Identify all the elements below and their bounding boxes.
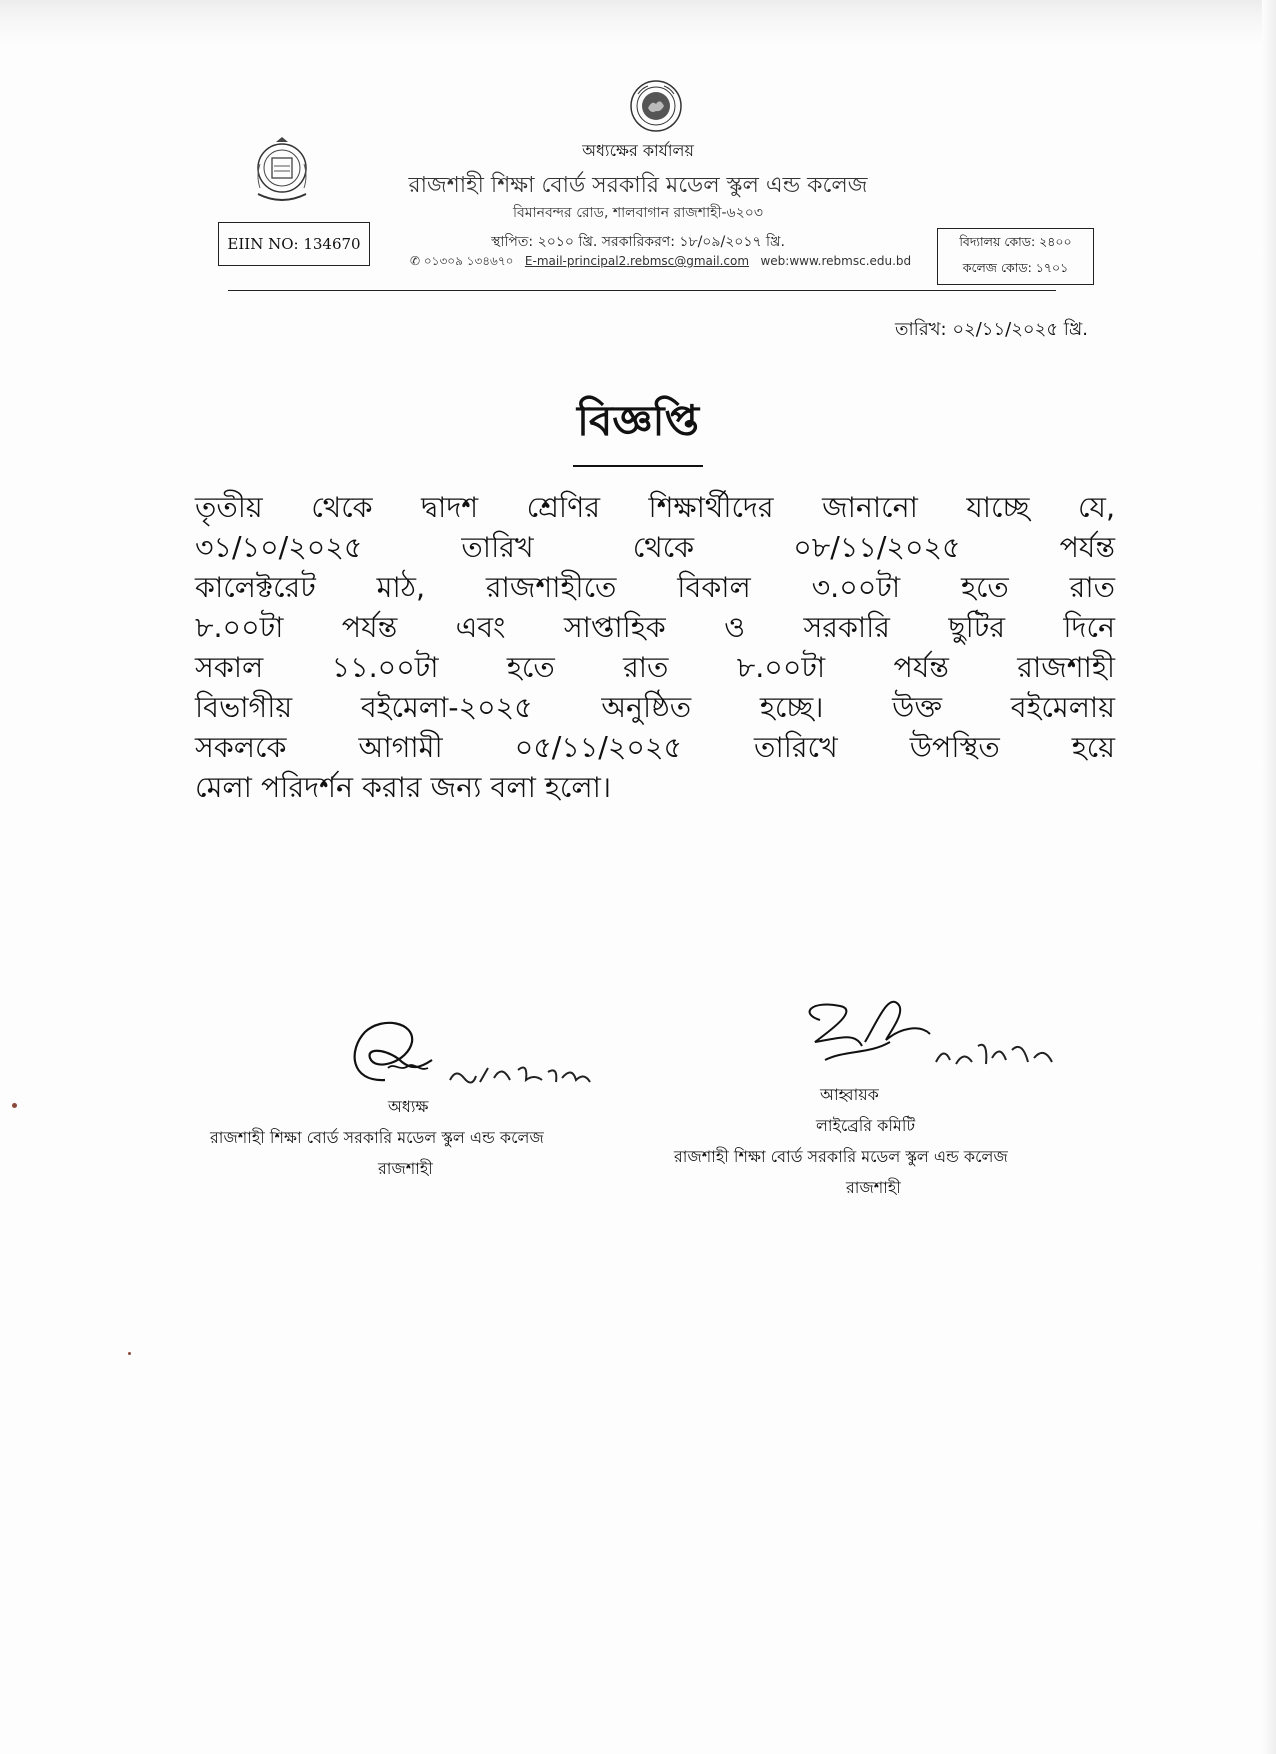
- government-emblem-icon: [628, 78, 684, 134]
- convener-role: আহ্বায়ক: [820, 1085, 879, 1104]
- convener-signature-block: [650, 980, 1110, 1202]
- established-info: স্থাপিত: ২০১০ খ্রি. সরকারিকরণ: ১৮/০৯/২০১৭ খ্রি.: [491, 234, 785, 250]
- principal-institution: রাজশাহী শিক্ষা বোর্ড সরকারি মডেল স্কুল এন্ড কলেজ: [210, 1128, 544, 1147]
- scan-top-edge: [0, 0, 1276, 44]
- body-line: বিভাগীয় বইমেলা-২০২৫ অনুষ্ঠিত হচ্ছে। উক্ত বইমেলায়: [195, 691, 1115, 724]
- office-title: অধ্যক্ষের কার্যালয়: [582, 141, 694, 160]
- notice-title-text: বিজ্ঞপ্তি: [573, 388, 703, 467]
- convener-signature-icon: [650, 980, 1110, 1090]
- body-line: তৃতীয় থেকে দ্বাদশ শ্রেণির শিক্ষার্থীদের জানানো যাচ্ছে যে,: [195, 491, 1115, 524]
- body-line: মেলা পরিদর্শন করার জন্য বলা হলো।: [195, 771, 612, 804]
- college-code: কলেজ কোড: ১৭০১: [962, 259, 1069, 275]
- committee-name: লাইব্রেরি কমিটি: [816, 1116, 916, 1135]
- principal-signature-icon: [150, 1010, 650, 1100]
- body-line: ৮.০০টা পর্যন্ত এবং সাপ্তাহিক ও সরকারি ছুটির দিনে: [195, 611, 1115, 644]
- body-line: কালেক্টরেট মাঠ, রাজশাহীতে বিকাল ৩.০০টা হতে রাত: [195, 571, 1115, 604]
- website: web:www.rebmsc.edu.bd: [760, 254, 912, 268]
- phone-number: ✆ ০১৩০৯ ১৩৪৬৭০: [410, 254, 514, 268]
- email-address: E-mail-principal2.rebmsc@gmail.com: [524, 254, 750, 268]
- notice-title: [0, 388, 1276, 467]
- institution-code-box: [937, 228, 1094, 285]
- notice-date: তারিখ: ০২/১১/২০২৫ খ্রি.: [894, 319, 1088, 340]
- principal-role: অধ্যক্ষ: [388, 1097, 429, 1116]
- body-line: ৩১/১০/২০২৫ তারিখ থেকে ০৮/১১/২০২৫ পর্যন্ত: [195, 531, 1115, 564]
- convener-city: রাজশাহী: [846, 1178, 901, 1197]
- eiin-box: [218, 222, 370, 266]
- scan-speck: [12, 1103, 17, 1108]
- principal-city: রাজশাহী: [378, 1159, 433, 1178]
- eiin-number: EIIN NO: 134670: [227, 235, 361, 253]
- header-divider: [228, 290, 1056, 291]
- principal-signature-block: [150, 1010, 650, 1183]
- notice-body: [195, 488, 1115, 808]
- body-line: সকলকে আগামী ০৫/১১/২০২৫ তারিখে উপস্থিত হয়ে: [195, 731, 1115, 764]
- school-name: রাজশাহী শিক্ষা বোর্ড সরকারি মডেল স্কুল এন্ড কলেজ: [408, 173, 868, 198]
- scan-speck: [128, 1352, 131, 1355]
- school-address: বিমানবন্দর রোড, শালবাগান রাজশাহী-৬২০৩: [513, 205, 763, 221]
- convener-institution: রাজশাহী শিক্ষা বোর্ড সরকারি মডেল স্কুল এন্ড কলেজ: [674, 1147, 1008, 1166]
- scan-right-edge: [1262, 0, 1276, 1754]
- contact-line: [410, 253, 920, 273]
- school-code: বিদ্যালয় কোড: ২৪০০: [959, 233, 1072, 249]
- body-line: সকাল ১১.০০টা হতে রাত ৮.০০টা পর্যন্ত রাজশাহী: [195, 651, 1115, 684]
